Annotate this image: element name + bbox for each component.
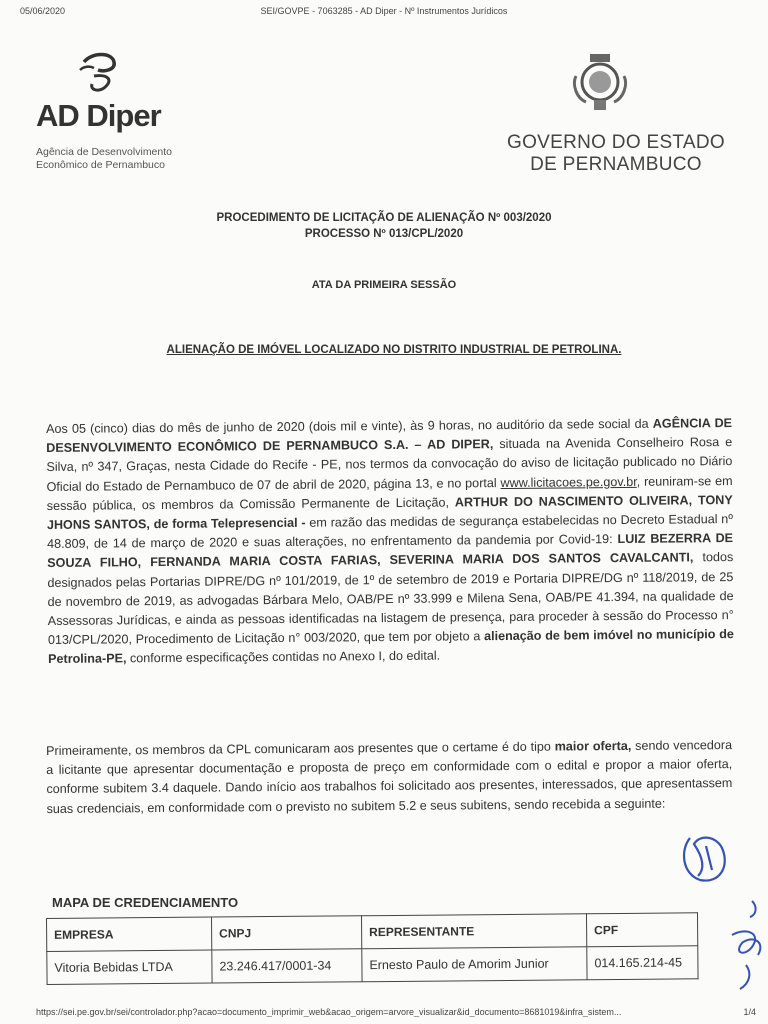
p2-text-2: sendo vencedora a licitante que apresentar documentação e proposta de preço em conformidade com o edital e propor a maior oferta, conforme subitem 3.4 daquele. Dando início aos trabalhos foi solicitado aos presentes, interessados, que apresentassem suas credenciais, em conformidade com o previsto no subitem 5.2 e seus subitens, sendo recebida a seguinte: bbox=[46, 738, 733, 816]
brand-subtitle-line1: Agência de Desenvolvimento bbox=[36, 146, 172, 158]
procedure-heading: PROCEDIMENTO DE LICITAÇÃO DE ALIENAÇÃO Nº 003/2020 bbox=[216, 212, 552, 224]
ad-diper-swirl-icon bbox=[74, 50, 124, 96]
portal-link[interactable]: www.licitacoes.pe.gov.br bbox=[500, 474, 637, 490]
p1-text-4: em razão das medidas de segurança estabelecidas no Decreto Estadual nº 48.809, de 14 de março de 2020 e suas alterações, no enfrentamento da pandemia por Covid-19: bbox=[47, 512, 733, 552]
column-header: EMPRESA bbox=[47, 917, 212, 951]
p2-bold-1: maior oferta, bbox=[554, 738, 632, 754]
table-row bbox=[47, 946, 698, 985]
brand-subtitle-line2: Econômico de Pernambuco bbox=[36, 159, 165, 171]
table-cell: Ernesto Paulo de Amorim Junior bbox=[362, 947, 587, 982]
brand-name: AD Diper bbox=[36, 98, 161, 133]
print-url: https://sei.pe.gov.br/sei/controlador.php?acao=documento_imprimir_web&acao_origem=arvore_visualizar&id_documento=8681019&infra_sistem... bbox=[36, 1007, 622, 1017]
government-title-line2: DE PERNAMBUCO bbox=[530, 154, 702, 175]
column-header: CPF bbox=[586, 913, 697, 947]
p1-text-3: , reuniram-se em sessão pública, os membros da Comissão Permanente de Licitação, bbox=[46, 473, 733, 513]
print-date: 05/06/2020 bbox=[20, 6, 66, 16]
government-title-line1: GOVERNO DO ESTADO bbox=[507, 132, 725, 153]
p1-text-1: Aos 05 (cinco) dias do mês de junho de 2020 (dois mil e vinte), às 9 horas, no auditório da sede social da bbox=[46, 416, 653, 436]
credentials-table bbox=[46, 912, 699, 985]
p1-bold-3: LUIZ BEZERRA DE SOUZA FILHO, FERNANDA MARIA COSTA FARIAS, SEVERINA MARIA DOS SANTOS CAVALCANTI, bbox=[47, 531, 734, 571]
government-logo bbox=[500, 50, 740, 180]
credentials-map-title: MAPA DE CREDENCIAMENTO bbox=[52, 895, 239, 910]
p1-bold-2: ARTHUR DO NASCIMENTO OLIVEIRA, TONY JHONS SANTOS, de forma Telepresencial - bbox=[46, 492, 733, 533]
ad-diper-logo bbox=[36, 50, 206, 180]
handwritten-initials-mark bbox=[676, 826, 736, 890]
p2-text-1: Primeiramente, os membros da CPL comunicaram aos presentes que o certame é do tipo bbox=[46, 739, 555, 758]
p1-bold-1: AGÊNCIA DE DESENVOLVIMENTO ECONÔMICO DE PERNAMBUCO S.A. – AD DIPER, bbox=[46, 416, 733, 456]
subject-heading: ALIENAÇÃO DE IMÓVEL LOCALIZADO NO DISTRITO INDUSTRIAL DE PETROLINA. bbox=[166, 344, 622, 356]
process-heading: PROCESSO Nº 013/CPL/2020 bbox=[304, 228, 464, 240]
p1-text-2: situada na Avenida Conselheiro Rosa e Silva, nº 347, Graças, nesta Cidade do Recife - PE, nos termos da convocação do aviso de licitação publicado no Diário Oficial do Estado de Pernambuco de 07 de abril de 2020, página 13, e no portal bbox=[46, 435, 733, 494]
handwritten-signature-mark bbox=[722, 895, 768, 995]
table-cell: 23.246.417/0001-34 bbox=[212, 949, 362, 983]
table-cell: 014.165.214-45 bbox=[587, 946, 698, 980]
credentials-paragraph bbox=[46, 736, 733, 819]
brand-subtitle bbox=[36, 146, 172, 172]
session-heading: ATA DA PRIMEIRA SESSÃO bbox=[311, 279, 457, 291]
p1-bold-4: alienação de bem imóvel no município de Petrolina-PE, bbox=[48, 627, 734, 667]
column-header: CNPJ bbox=[211, 916, 361, 950]
p1-text-5: todos designados pelas Portarias DIPRE/DG nº 101/2019, de 1º de setembro de 2019 e Portaria DIPRE/DG nº 118/2019, de 25 de novembro de 2019, as advogadas Bárbara Melo, OAB/PE nº 33.999 e Milena Sena, OAB/PE 41.394, na qualidade de Assessoras Jurídicas, e ainda as pessoas identificadas na listagem de presença, para proceder à sessão do Processo n° 013/CPL/2020, Procedimento de Licitação n° 003/2020, que tem por objeto a bbox=[47, 550, 734, 648]
table-cell: Vitoria Bebidas LTDA bbox=[47, 950, 212, 984]
opening-paragraph bbox=[46, 414, 734, 670]
column-header: REPRESENTANTE bbox=[361, 914, 586, 949]
coat-of-arms-icon bbox=[568, 50, 632, 114]
p1-text-6: conforme especificações contidas no Anexo I, do edital. bbox=[126, 649, 441, 666]
government-title bbox=[506, 132, 726, 176]
print-title: SEI/GOVPE - 7063285 - AD Diper - Nº Instrumentos Jurídicos bbox=[260, 6, 508, 16]
page-number: 1/4 bbox=[743, 1007, 756, 1017]
